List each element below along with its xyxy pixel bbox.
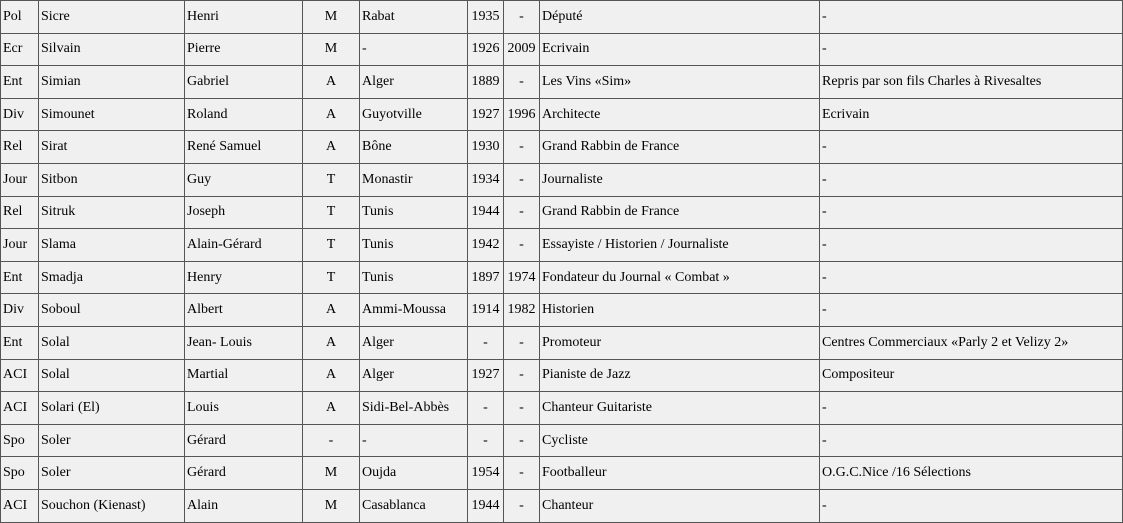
note-cell: - [820,424,1123,457]
note-cell: - [820,489,1123,522]
origin-cell: T [303,196,360,229]
death-year-cell: - [504,229,540,262]
category-cell: Rel [1,131,39,164]
first-name-cell: Guy [185,163,303,196]
first-name-cell: Martial [185,359,303,392]
birth-year-cell: 1889 [468,66,504,99]
table-row [1,66,1123,99]
surname-cell: Simounet [39,98,185,131]
note-cell: Centres Commerciaux «Parly 2 et Velizy 2» [820,326,1123,359]
birth-year-cell: 1927 [468,98,504,131]
profession-cell: Grand Rabbin de France [540,196,820,229]
birthplace-cell: Rabat [360,1,468,34]
table-row [1,294,1123,327]
origin-cell: T [303,261,360,294]
origin-cell: A [303,131,360,164]
profession-cell: Architecte [540,98,820,131]
table-row [1,457,1123,490]
origin-cell: A [303,326,360,359]
table-row [1,261,1123,294]
table-row [1,1,1123,34]
birth-year-cell: - [468,424,504,457]
first-name-cell: Louis [185,392,303,425]
birthplace-cell: Tunis [360,196,468,229]
birthplace-cell: - [360,424,468,457]
note-cell: - [820,131,1123,164]
death-year-cell: - [504,457,540,490]
profession-cell: Essayiste / Historien / Journaliste [540,229,820,262]
death-year-cell: - [504,392,540,425]
category-cell: Ent [1,66,39,99]
birthplace-cell: Sidi-Bel-Abbès [360,392,468,425]
death-year-cell: 2009 [504,33,540,66]
note-cell: - [820,196,1123,229]
birthplace-cell: - [360,33,468,66]
table-row [1,131,1123,164]
first-name-cell: Gabriel [185,66,303,99]
birthplace-cell: Monastir [360,163,468,196]
birthplace-cell: Alger [360,359,468,392]
category-cell: ACI [1,359,39,392]
table-row [1,326,1123,359]
table-row [1,359,1123,392]
table-row [1,163,1123,196]
origin-cell: M [303,33,360,66]
category-cell: Jour [1,163,39,196]
category-cell: Ecr [1,33,39,66]
surname-cell: Sirat [39,131,185,164]
surname-cell: Soler [39,457,185,490]
birth-year-cell: 1935 [468,1,504,34]
surname-cell: Solari (El) [39,392,185,425]
birth-year-cell: 1927 [468,359,504,392]
note-cell: Repris par son fils Charles à Rivesaltes [820,66,1123,99]
note-cell: - [820,261,1123,294]
category-cell: Spo [1,457,39,490]
profession-cell: Footballeur [540,457,820,490]
death-year-cell: 1982 [504,294,540,327]
profession-cell: Député [540,1,820,34]
origin-cell: M [303,1,360,34]
birthplace-cell: Alger [360,66,468,99]
death-year-cell: 1996 [504,98,540,131]
first-name-cell: Gérard [185,424,303,457]
origin-cell: A [303,98,360,131]
profession-cell: Promoteur [540,326,820,359]
note-cell: O.G.C.Nice /16 Sélections [820,457,1123,490]
first-name-cell: Jean- Louis [185,326,303,359]
birth-year-cell: - [468,326,504,359]
note-cell: - [820,1,1123,34]
first-name-cell: René Samuel [185,131,303,164]
table-row [1,489,1123,522]
birthplace-cell: Tunis [360,261,468,294]
profession-cell: Ecrivain [540,33,820,66]
birth-year-cell: 1926 [468,33,504,66]
surname-cell: Solal [39,326,185,359]
death-year-cell: - [504,489,540,522]
first-name-cell: Henri [185,1,303,34]
note-cell: - [820,294,1123,327]
table-row [1,392,1123,425]
category-cell: Div [1,98,39,131]
origin-cell: A [303,392,360,425]
birthplace-cell: Bône [360,131,468,164]
surname-cell: Silvain [39,33,185,66]
birthplace-cell: Tunis [360,229,468,262]
birth-year-cell: 1944 [468,489,504,522]
death-year-cell: - [504,424,540,457]
note-cell: - [820,392,1123,425]
death-year-cell: - [504,66,540,99]
surname-cell: Soler [39,424,185,457]
surname-cell: Slama [39,229,185,262]
profession-cell: Chanteur [540,489,820,522]
profession-cell: Pianiste de Jazz [540,359,820,392]
birth-year-cell: 1930 [468,131,504,164]
birth-year-cell: 1954 [468,457,504,490]
birth-year-cell: 1897 [468,261,504,294]
note-cell: - [820,33,1123,66]
category-cell: ACI [1,489,39,522]
birthplace-cell: Alger [360,326,468,359]
birth-year-cell: 1944 [468,196,504,229]
birth-year-cell: 1942 [468,229,504,262]
table-body [1,1,1123,523]
category-cell: Rel [1,196,39,229]
surname-cell: Souchon (Kienast) [39,489,185,522]
surname-cell: Solal [39,359,185,392]
origin-cell: A [303,359,360,392]
profession-cell: Journaliste [540,163,820,196]
table-row [1,196,1123,229]
birthplace-cell: Guyotville [360,98,468,131]
death-year-cell: - [504,359,540,392]
surname-cell: Simian [39,66,185,99]
profession-cell: Fondateur du Journal « Combat » [540,261,820,294]
birthplace-cell: Oujda [360,457,468,490]
table-row [1,424,1123,457]
birth-year-cell: 1934 [468,163,504,196]
category-cell: ACI [1,392,39,425]
surname-cell: Smadja [39,261,185,294]
origin-cell: T [303,163,360,196]
origin-cell: A [303,294,360,327]
profession-cell: Grand Rabbin de France [540,131,820,164]
origin-cell: M [303,457,360,490]
origin-cell: M [303,489,360,522]
profession-cell: Chanteur Guitariste [540,392,820,425]
death-year-cell: - [504,131,540,164]
birthplace-cell: Ammi-Moussa [360,294,468,327]
table-row [1,229,1123,262]
surname-cell: Sicre [39,1,185,34]
death-year-cell: - [504,163,540,196]
note-cell: Ecrivain [820,98,1123,131]
note-cell: Compositeur [820,359,1123,392]
note-cell: - [820,163,1123,196]
first-name-cell: Albert [185,294,303,327]
surname-cell: Sitruk [39,196,185,229]
death-year-cell: - [504,326,540,359]
birth-year-cell: 1914 [468,294,504,327]
category-cell: Jour [1,229,39,262]
death-year-cell: 1974 [504,261,540,294]
death-year-cell: - [504,196,540,229]
category-cell: Ent [1,261,39,294]
surname-cell: Soboul [39,294,185,327]
profession-cell: Les Vins «Sim» [540,66,820,99]
death-year-cell: - [504,1,540,34]
category-cell: Div [1,294,39,327]
surname-cell: Sitbon [39,163,185,196]
origin-cell: - [303,424,360,457]
origin-cell: A [303,66,360,99]
category-cell: Spo [1,424,39,457]
first-name-cell: Roland [185,98,303,131]
first-name-cell: Joseph [185,196,303,229]
birthplace-cell: Casablanca [360,489,468,522]
note-cell: - [820,229,1123,262]
first-name-cell: Pierre [185,33,303,66]
category-cell: Pol [1,1,39,34]
first-name-cell: Alain [185,489,303,522]
first-name-cell: Henry [185,261,303,294]
first-name-cell: Gérard [185,457,303,490]
profession-cell: Cycliste [540,424,820,457]
table-row [1,98,1123,131]
profession-cell: Historien [540,294,820,327]
table-row [1,33,1123,66]
first-name-cell: Alain-Gérard [185,229,303,262]
birth-year-cell: - [468,392,504,425]
origin-cell: T [303,229,360,262]
category-cell: Ent [1,326,39,359]
